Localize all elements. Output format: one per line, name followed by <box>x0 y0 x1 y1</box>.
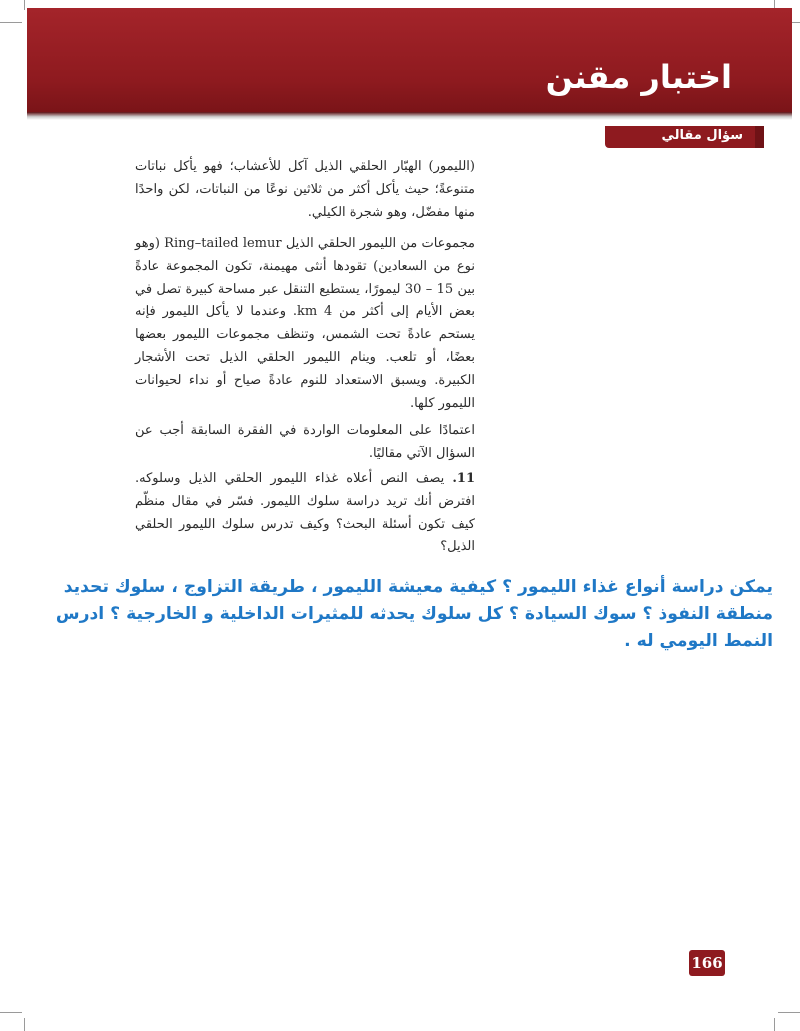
header-banner <box>27 8 792 112</box>
question-number: 11. <box>452 471 475 486</box>
crop-mark <box>0 22 22 23</box>
section-label-bar <box>605 126 755 148</box>
crop-mark <box>774 1018 775 1031</box>
question-text: يصف النص أعلاه غذاء الليمور الحلقي الذيل وسلوكه. افترض أنك تريد دراسة سلوك الليمور. فسّر في مقال منظّم كيف تكون أسئلة البحث؟ وكيف تدرس سلوك الليمور الحلقي الذيل؟ <box>135 471 475 555</box>
crop-mark <box>24 1018 25 1031</box>
passage-paragraph-2: مجموعات من الليمور الحلقي الذيل Ring–tailed lemur (وهو نوع من السعادين) تقودها أنثى مهيمنة، تكون المجموعة عادةً بين 15 – 30 ليمورًا، يستطيع التنقل عبر مساحة كبيرة تصل في بعض الأيام إلى أكثر من 4 km. وعندما لا يأكل الليمور فإنه يستحم عادةً تحت الشمس، وتنظف مجموعات الليمور بعضها بعضًا، أو تلعب. وينام الليمور الحلقي الذيل تحت الأشجار الكبيرة. ويسبق الاستعداد للنوم عادةً صياح أو نداء لحيوانات الليمور كلها. <box>135 236 476 411</box>
crop-mark <box>778 1012 800 1013</box>
answer-text: يمكن دراسة أنواع غذاء الليمور ؟ كيفية معيشة الليمور ، طريقة التزاوج ، سلوك تحديد منطقة النفوذ ؟ سوك السيادة ؟ كل سلوك يحدثه للمثيرات الداخلية و الخارجية ؟ ادرس النمط اليومي له . <box>55 577 773 651</box>
passage-paragraph-1: (الليمور) الهبّار الحلقي الذيل آكل للأعشاب؛ فهو يأكل نباتات متنوعةً؛ حيث يأكل أكثر من ثلاثين نوعًا من النباتات، لكن واحدًا منها مفضّل، وهو شجرة الكيلي. <box>135 159 475 220</box>
banner-shadow <box>27 112 792 120</box>
passage-paragraph-3: اعتمادًا على المعلومات الواردة في الفقرة السابقة أجب عن السؤال الآتي مقاليًا. <box>135 423 475 461</box>
page-title: اختبار مقنن <box>545 58 732 96</box>
section-label: سؤال مقالي <box>661 128 743 143</box>
crop-mark <box>24 0 25 10</box>
question-item <box>135 468 475 559</box>
crop-mark <box>0 1012 22 1013</box>
page-number: 166 <box>689 950 725 976</box>
